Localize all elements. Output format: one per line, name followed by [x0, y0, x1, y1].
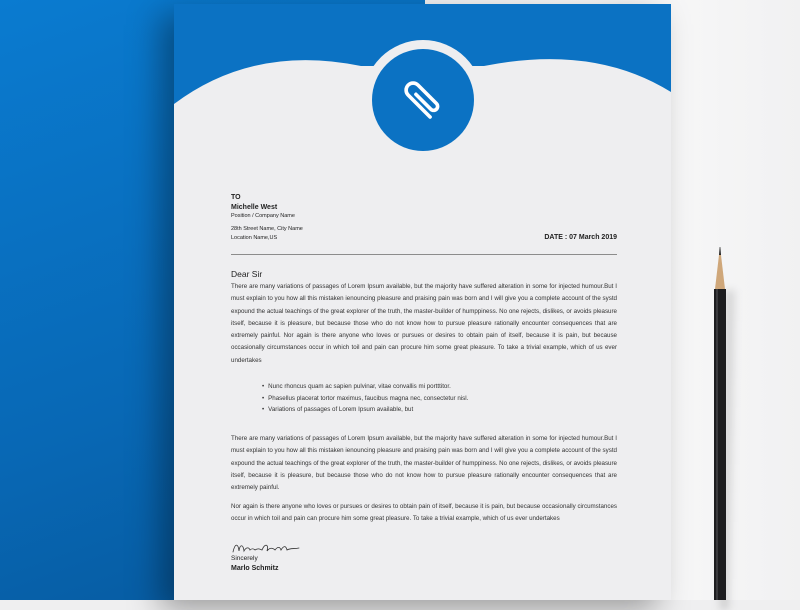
- recipient-address-line2: Location Name,US: [231, 235, 278, 241]
- body-paragraph-1: There are many variations of passages of Lorem Ipsum available, but the majority have suffered alteration in some for injected humour.But I must explain to you how all this mistaken ienouncing pleasure and praising pain was born and I will give you a complete account of the systd expound the actual teachings of the great explorer of the truth, the master-builder of humppiness. No one rejects, dislikes, or avoids pleasure itself, because it is pleasure, but because those who do not know how to pursue pleasure rationally encounter consequences that are extremely painful. Nor again is there anyone who loves or pursues or desires to obtain pain of itself, because it is pain, but because occasionally circumstances occur in which toil and pain can procure him some great pleasure. To take a trivial example, which of us ever undertakes: [231, 283, 617, 364]
- signer-name: Marlo Schmitz: [231, 565, 279, 572]
- signature: [231, 541, 301, 555]
- letter-date: DATE : 07 March 2019: [544, 234, 617, 241]
- recipient-name: Michelle West: [231, 204, 278, 211]
- signature-text: Marlo Schmitz: [231, 541, 238, 542]
- closing-sincerely: Sincerely: [231, 555, 258, 562]
- pencil-icon: [705, 247, 735, 600]
- salutation: Dear Sir: [231, 269, 263, 279]
- paperclip-icon: [395, 72, 451, 128]
- to-label: TO: [231, 194, 241, 201]
- recipient-position: Position / Company Name: [231, 213, 295, 219]
- letterhead-page: [174, 4, 671, 600]
- body-paragraph-2: There are many variations of passages of Lorem Ipsum available, but the majority have suffered alteration in some for injected humour.But I must explain to you how all this mistaken ienouncing pleasure and praising pain was born and I will give you a complete account of the systd expound the actual teachings of the great explorer of the truth, the master-builder of humppiness. No one rejects, dislikes, or avoids pleasure itself, because it is pleasure, but because those who do not know how to pursue pleasure rationally encounter consequences that are extremely painful.: [231, 435, 617, 492]
- divider: [231, 254, 617, 255]
- recipient-address-line1: 28th Street Name, City Name: [231, 226, 303, 232]
- body-paragraph-3: Nor again is there anyone who loves or pursues or desires to obtain pain of itself, because it is pain, but because occasionally circumstances occur in which toil and pain can procure him some great pleasure. To take a trivial example, which of us ever undertakes: [231, 503, 617, 523]
- list-item: • Phasellus placerat tortor maximus, faucibus magna nec, consectetur nisl.: [262, 393, 468, 405]
- list-item: • Variations of passages of Lorem Ipsum available, but: [262, 404, 468, 416]
- list-item: • Nunc rhoncus quam ac sapien pulvinar, vitae convallis mi portttitor.: [262, 381, 468, 393]
- logo-badge: [372, 49, 474, 151]
- bullet-list: [262, 381, 468, 416]
